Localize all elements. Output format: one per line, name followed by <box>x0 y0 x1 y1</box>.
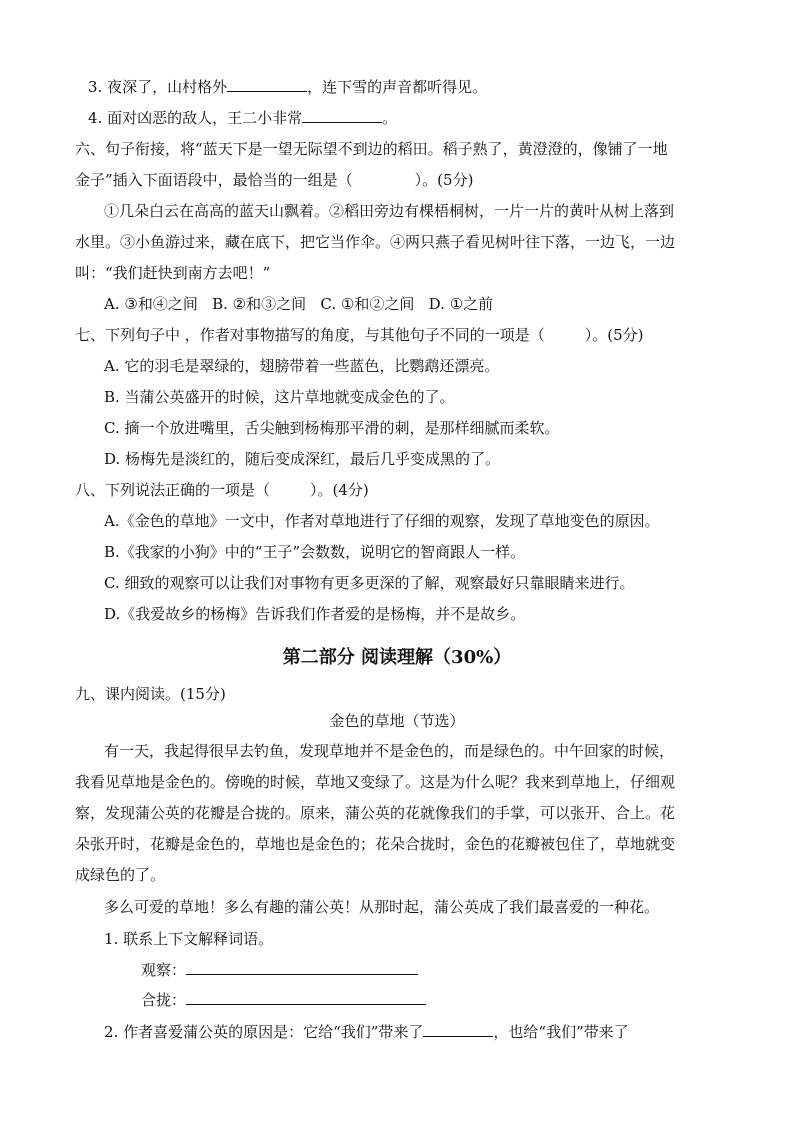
section-8-score: ）。(4分) <box>310 481 369 499</box>
section-7-score: ）。(5分) <box>584 326 644 344</box>
section-6-paragraph-line2: 水里。③小鱼游过来，藏在底下，把它当作伞。④两只燕子看见树叶往下落，一边飞，一边 <box>75 233 676 251</box>
section-8-option-c: C. 细致的观察可以让我们对事物有更多更深的了解，观察最好只靠眼睛来进行。 <box>104 574 635 592</box>
section-8-header <box>75 480 369 500</box>
question-4-tail: 。 <box>382 109 398 127</box>
answer-blank[interactable] <box>302 108 382 123</box>
section-8-option-a: A.《金色的草地》一文中，作者对草地进行了仔细的观察，发现了草地变色的原因。 <box>104 512 660 530</box>
question-3-tail: ，连下雪的声音都听得见。 <box>307 78 488 96</box>
answer-line[interactable] <box>186 960 418 975</box>
question-3-text: 3. 夜深了，山村格外 <box>88 78 228 96</box>
passage-line-4: 朵张开时，花瓣是金色的，草地也是金色的；花朵合拢时，金色的花瓣被包住了，草地就变 <box>75 835 676 853</box>
section-8-option-b: B.《我家的小狗》中的“王子”会数数，说明它的智商跟人一样。 <box>104 543 526 561</box>
section-7-option-d: D. 杨梅先是淡红的，随后变成深红，最后几乎变成黑的了。 <box>104 450 501 468</box>
section-6-score: ）。(5分) <box>414 171 474 189</box>
passage-line-6: 多么可爱的草地！多么有趣的蒲公英！从那时起，蒲公英成了我们最喜爱的一种花。 <box>104 898 660 916</box>
section-7-option-a: A. 它的羽毛是翠绿的，翅膀带着一些蓝色，比鹦鹉还漂亮。 <box>104 357 500 375</box>
question-2-tail: ，也给“我们”带来了 <box>493 1023 629 1041</box>
passage-line-5: 成绿色的了。 <box>75 866 166 884</box>
section-6-paragraph-line1: ①几朵白云在高高的蓝天山飘着。②稻田旁边有棵梧桐树，一片一片的黄叶从树上落到 <box>104 202 675 220</box>
passage-line-1: 有一天，我起得很早去钓鱼，发现草地并不是金色的，而是绿色的。中午回家的时候， <box>104 742 675 760</box>
question-4-text: 4. 面对凶恶的敌人，王二小非常 <box>88 109 303 127</box>
section-6-header-line1: 六、句子衔接，将“蓝天下是一望无际望不到边的稻田。稻子熟了，黄澄澄的，像铺了一地 <box>75 140 668 158</box>
question-2 <box>104 1022 629 1042</box>
vocab-close <box>141 990 426 1010</box>
section-8-question: 八、下列说法正确的一项是（ <box>75 481 271 499</box>
answer-blank[interactable] <box>423 1022 493 1037</box>
vocab-observe <box>141 960 418 980</box>
question-4 <box>88 108 397 128</box>
question-3 <box>88 77 487 97</box>
question-2-text: 2. 作者喜爱蒲公英的原因是：它给“我们”带来了 <box>104 1023 424 1041</box>
section-6-paragraph-line3: 叫：“我们赶快到南方去吧！” <box>75 264 271 282</box>
part-2-title: 第二部分 阅读理解（30%） <box>282 647 512 668</box>
answer-blank[interactable] <box>227 77 307 92</box>
passage-line-2: 我看见草地是金色的。傍晚的时候，草地又变绿了。这是为什么呢？我来到草地上，仔细观 <box>75 773 676 791</box>
section-7-question: 七、下列句子中 ，作者对事物描写的角度，与其他句子不同的一项是（ <box>75 326 545 344</box>
answer-line[interactable] <box>186 990 426 1005</box>
section-7-option-b: B. 当蒲公英盛开的时候，这片草地就变成金色的了。 <box>104 388 455 406</box>
passage-title: 金色的草地（节选） <box>329 712 465 730</box>
passage-line-3: 察，发现蒲公英的花瓣是合拢的。原来，蒲公英的花就像我们的手掌，可以张开、合上。花 <box>75 804 676 822</box>
vocab-observe-label: 观察： <box>141 961 187 979</box>
section-6-question: 金子”插入下面语段中，最恰当的一组是（ <box>75 171 353 189</box>
section-7-option-c: C. 摘一个放进嘴里，舌尖触到杨梅那平滑的刺，是那样细腻而柔软。 <box>104 419 560 437</box>
section-7-header <box>75 325 644 345</box>
section-6-options: A. ③和④之间 B. ②和③之间 C. ①和②之间 D. ①之前 <box>104 295 494 313</box>
question-1: 1. 联系上下文解释词语。 <box>104 930 274 948</box>
section-6-header-line2 <box>75 170 473 190</box>
section-8-option-d: D.《我爱故乡的杨梅》告诉我们作者爱的是杨梅，并不是故乡。 <box>104 605 526 623</box>
vocab-close-label: 合拢： <box>141 991 187 1009</box>
section-9-header: 九、课内阅读。(15分) <box>75 685 226 703</box>
